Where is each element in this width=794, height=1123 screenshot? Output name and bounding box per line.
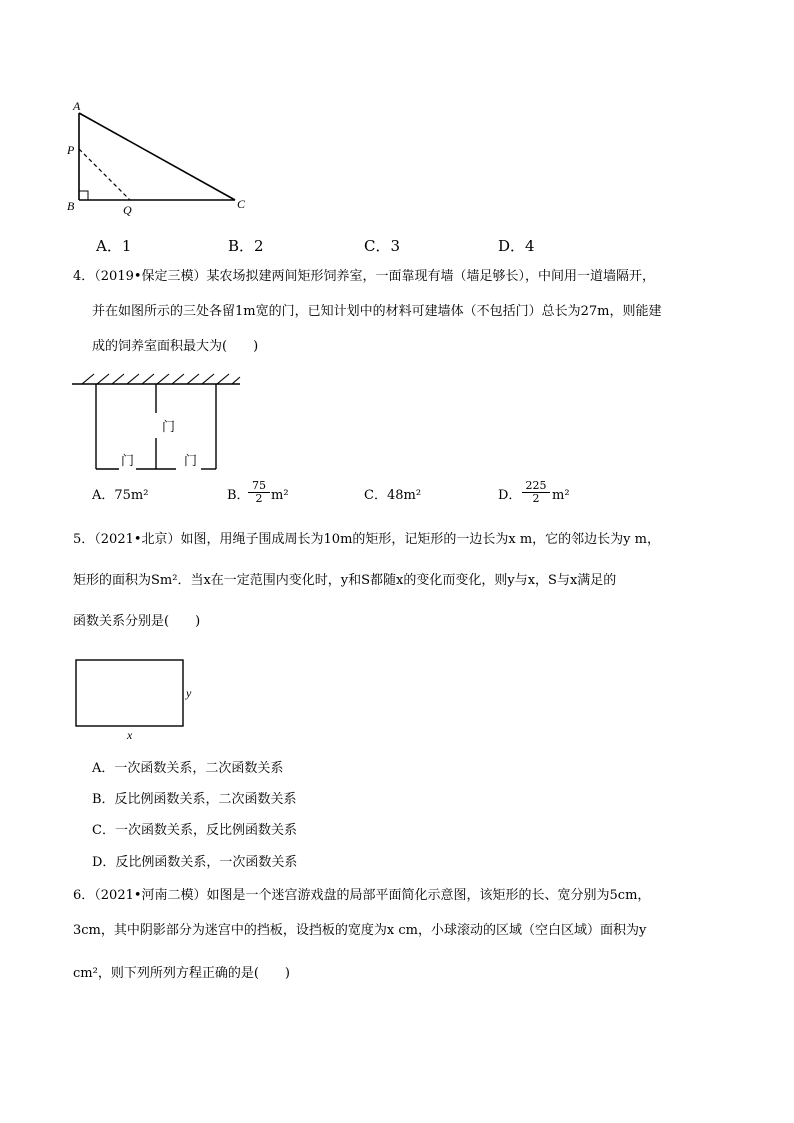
q6-line-3: cm²，则下列所列方程正确的是( ) bbox=[73, 966, 290, 981]
label-x: x bbox=[127, 728, 133, 742]
q3-option-b: B．2 bbox=[228, 237, 264, 255]
q6-line-2: 3cm，其中阴影部分为迷宫中的挡板，设挡板的宽度为x cm，小球滚动的区域（空白区域）面积为y bbox=[73, 923, 647, 938]
q5-line-3: 函数关系分别是( ) bbox=[73, 614, 201, 629]
q3-option-a: A．1 bbox=[96, 237, 132, 255]
label-q: Q bbox=[123, 203, 132, 217]
q4-option-a: A．75m² bbox=[92, 488, 149, 503]
q5-option-a: A．一次函数关系，二次函数关系 bbox=[92, 761, 284, 776]
q4-line-1: 4．（2019•保定三模）某农场拟建两间矩形饲养室，一面靠现有墙（墙足够长），中间用一道墙隔开， bbox=[73, 269, 656, 284]
side-ac bbox=[79, 113, 235, 200]
label-c: C bbox=[237, 197, 246, 211]
q3-option-c: C．3 bbox=[364, 237, 401, 255]
enclosure-walls bbox=[96, 384, 216, 469]
q4-option-c: C．48m² bbox=[364, 488, 422, 503]
q4-option-b-unit: m² bbox=[271, 488, 289, 503]
door-label-right: 门 bbox=[184, 454, 198, 469]
label-p: P bbox=[67, 143, 75, 157]
label-y: y bbox=[186, 686, 192, 700]
q4-option-b-denominator: 2 bbox=[255, 492, 263, 505]
segment-pq bbox=[79, 149, 130, 200]
label-b: B bbox=[67, 199, 75, 213]
q4-option-d-unit: m² bbox=[552, 488, 570, 503]
q5-option-b: B．反比例函数关系，二次函数关系 bbox=[92, 792, 297, 807]
q4-option-d-prefix: D． bbox=[498, 488, 522, 503]
q5-option-c: C．一次函数关系，反比例函数关系 bbox=[92, 823, 297, 838]
q4-option-d-fraction bbox=[522, 480, 550, 505]
q3-option-d: D．4 bbox=[498, 237, 535, 255]
q4-option-b-numerator: 75 bbox=[248, 480, 270, 493]
door-label-middle: 门 bbox=[162, 420, 176, 435]
rectangle-figure bbox=[76, 660, 183, 726]
q4-option-d-denominator: 2 bbox=[532, 492, 540, 505]
q5-line-2: 矩形的面积为Sm²．当x在一定范围内变化时，y和S都随x的变化而变化，则y与x，S与x满足的 bbox=[73, 573, 617, 588]
wall-hatching bbox=[82, 374, 240, 384]
right-angle-mark bbox=[79, 191, 88, 200]
q5-line-1: 5．（2021•北京）如图，用绳子围成周长为10m的矩形，记矩形的一边长为x m，它的邻边长为y m， bbox=[73, 532, 660, 547]
q4-option-b-fraction bbox=[248, 480, 270, 505]
q4-option-d-numerator: 225 bbox=[522, 480, 550, 493]
q4-option-b-prefix: B． bbox=[227, 488, 250, 503]
door-label-left: 门 bbox=[121, 454, 135, 469]
q5-option-d: D．反比例函数关系，一次函数关系 bbox=[92, 855, 298, 870]
q6-line-1: 6．（2021•河南二模）如图是一个迷宫游戏盘的局部平面简化示意图，该矩形的长、宽分别为5cm， bbox=[73, 888, 651, 903]
q4-line-3: 成的饲养室面积最大为( ) bbox=[92, 339, 259, 354]
q4-line-2: 并在如图所示的三处各留1m宽的门，已知计划中的材料可建墙体（不包括门）总长为27m，则能建 bbox=[92, 304, 662, 319]
label-a: A bbox=[73, 99, 81, 113]
